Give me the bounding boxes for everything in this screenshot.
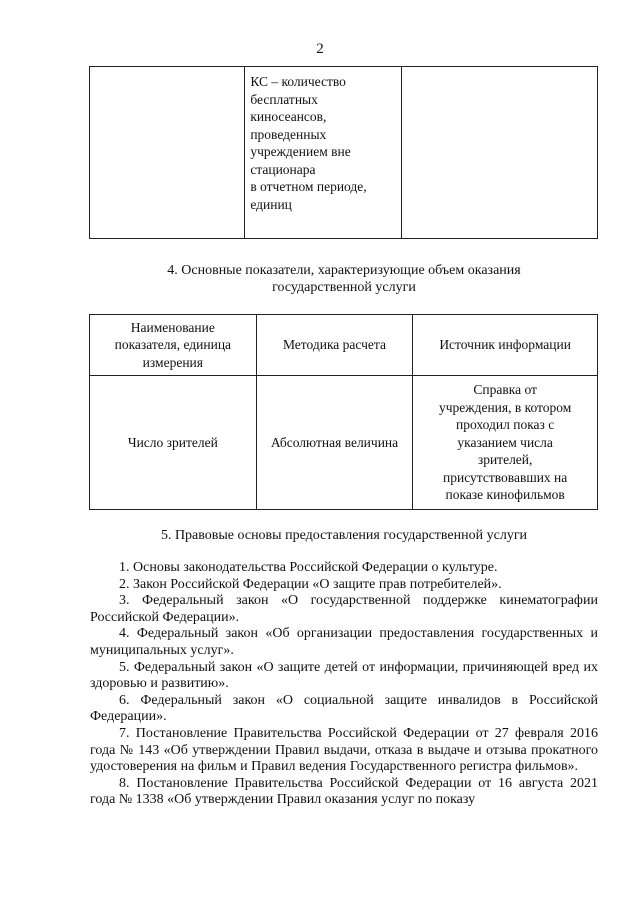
list-item: 1. Основы законодательства Российской Федерации о культуре. bbox=[119, 560, 498, 575]
section-4-title bbox=[90, 262, 598, 296]
cell-source bbox=[413, 376, 598, 510]
section-5-title: 5. Правовые основы предоставления государственной услуги bbox=[160, 528, 528, 543]
list-item: 3. Федеральный закон «О государственной поддержке кинематографии Российской Федерации». bbox=[90, 593, 598, 625]
section-title-line: 4. Основные показатели, характеризующие объем оказания bbox=[167, 263, 521, 278]
list-item: 5. Федеральный закон «О защите детей от информации, причиняющей вред их здоровью и развитию». bbox=[90, 659, 598, 692]
header-line: измерения bbox=[142, 354, 203, 370]
table-cell-empty bbox=[90, 67, 245, 239]
cell-method: Абсолютная величина bbox=[256, 376, 413, 510]
header-source: Источник информации bbox=[413, 315, 598, 376]
list-item: 7. Постановление Правительства Российской Федерации от 27 февраля 2016 года № 143 «Об утверждении Правил выдачи, отказа в выдаче и отзыва прокатного удостоверения на фильм и Правил ведения Государственного регистра фильмов». bbox=[90, 725, 598, 775]
page-number: 2 bbox=[316, 41, 324, 57]
cell-line: зрителей, bbox=[477, 452, 533, 468]
table-row bbox=[90, 376, 598, 510]
cell-line: стационара bbox=[250, 161, 316, 177]
table-row bbox=[90, 67, 598, 239]
list-item: 8. Постановление Правительства Российской Федерации от 16 августа 2021 года № 1338 «Об утверждении Правил оказания услуг по показу bbox=[90, 775, 598, 808]
cell-line: проходил показ с bbox=[456, 417, 555, 433]
cell-line: в отчетном периоде, bbox=[250, 179, 367, 194]
table-cell-method bbox=[245, 67, 401, 239]
indicator-table-continued bbox=[89, 66, 598, 239]
cell-line: киносеансов, bbox=[250, 109, 327, 124]
cell-line: учреждения, в котором bbox=[438, 399, 572, 415]
list-item: 6. Федеральный закон «О социальной защите инвалидов в Российской Федерации». bbox=[90, 692, 598, 725]
cell-line: проведенных bbox=[250, 126, 327, 142]
cell-line: присутствовавших на bbox=[443, 469, 568, 485]
list-item: 4. Федеральный закон «Об организации предоставления государственных и муниципальных услуг». bbox=[90, 626, 598, 658]
cell-line: Справка от bbox=[473, 382, 537, 398]
header-line: Наименование bbox=[130, 319, 215, 335]
volume-indicator-table bbox=[89, 314, 598, 510]
cell-indicator-name: Число зрителей bbox=[90, 376, 257, 510]
cell-line: единиц bbox=[250, 196, 292, 212]
section-title-line: государственной услуги bbox=[272, 280, 416, 295]
table-header-row bbox=[90, 315, 598, 376]
cell-line: КС – количество bbox=[250, 74, 346, 89]
header-method: Методика расчета bbox=[256, 315, 413, 376]
cell-line: бесплатных bbox=[250, 91, 318, 107]
legal-basis-list bbox=[90, 560, 598, 809]
header-indicator-name bbox=[90, 315, 257, 376]
list-item: 2. Закон Российской Федерации «О защите прав потребителей». bbox=[119, 576, 502, 592]
cell-line: показе кинофильмов bbox=[445, 487, 565, 503]
table-cell-empty bbox=[401, 67, 597, 239]
cell-line: учреждением вне bbox=[250, 144, 351, 159]
header-line: показателя, единица bbox=[114, 337, 232, 353]
cell-line: указанием числа bbox=[457, 434, 553, 450]
